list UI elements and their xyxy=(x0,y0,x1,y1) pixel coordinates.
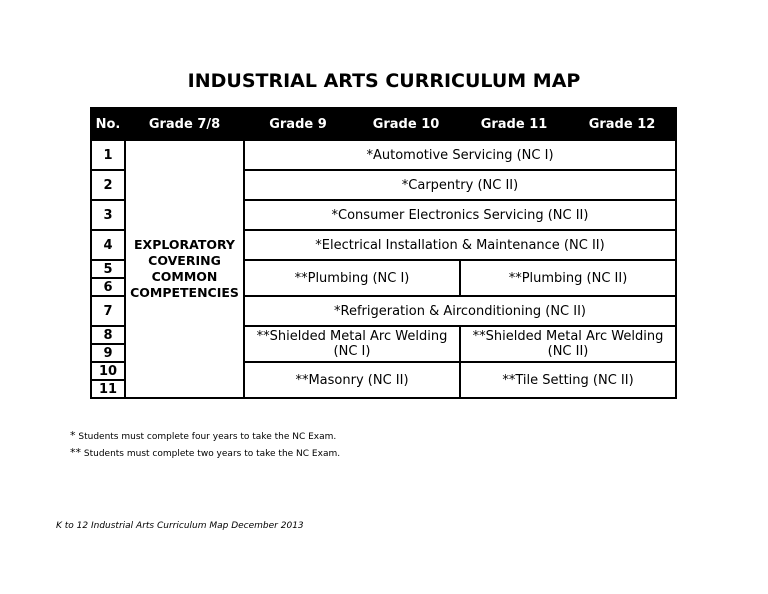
header-no: No. xyxy=(91,108,125,140)
header-row xyxy=(91,108,676,140)
row-number: 1 xyxy=(91,140,125,170)
course-cell: **Shielded Metal Arc Welding (NC II) xyxy=(460,326,676,362)
row-number: 10 xyxy=(91,362,125,380)
footnote-marker: ** xyxy=(70,446,81,459)
footnotes xyxy=(70,428,340,462)
document-footer: K to 12 Industrial Arts Curriculum Map December 2013 xyxy=(56,521,304,531)
curriculum-table xyxy=(90,107,677,399)
row-number: 6 xyxy=(91,278,125,296)
page-title: INDUSTRIAL ARTS CURRICULUM MAP xyxy=(187,70,581,92)
row-number: 4 xyxy=(91,230,125,260)
course-cell: **Plumbing (NC II) xyxy=(460,260,676,296)
row-number: 7 xyxy=(91,296,125,326)
course-cell: **Tile Setting (NC II) xyxy=(460,362,676,398)
exploratory-cell: EXPLORATORY COVERING COMMON COMPETENCIES xyxy=(125,140,244,398)
course-cell: *Automotive Servicing (NC I) xyxy=(244,140,676,170)
table-row xyxy=(91,140,676,170)
footnote-1 xyxy=(70,428,340,445)
row-number: 2 xyxy=(91,170,125,200)
header-grade-7-8: Grade 7/8 xyxy=(125,108,244,140)
course-cell: *Consumer Electronics Servicing (NC II) xyxy=(244,200,676,230)
row-number: 11 xyxy=(91,380,125,398)
footnote-marker: * xyxy=(70,429,76,442)
course-cell: **Plumbing (NC I) xyxy=(244,260,460,296)
course-cell: *Refrigeration & Airconditioning (NC II) xyxy=(244,296,676,326)
footnote-2 xyxy=(70,445,340,462)
row-number: 3 xyxy=(91,200,125,230)
course-cell: **Shielded Metal Arc Welding (NC I) xyxy=(244,326,460,362)
course-cell: *Electrical Installation & Maintenance (NC II) xyxy=(244,230,676,260)
row-number: 5 xyxy=(91,260,125,278)
row-number: 9 xyxy=(91,344,125,362)
header-grade-9: Grade 9 xyxy=(244,108,352,140)
header-grade-10: Grade 10 xyxy=(352,108,460,140)
header-grade-12: Grade 12 xyxy=(568,108,676,140)
footnote-text: Students must complete four years to take the NC Exam. xyxy=(78,432,337,442)
course-cell: **Masonry (NC II) xyxy=(244,362,460,398)
header-grade-11: Grade 11 xyxy=(460,108,568,140)
course-cell: *Carpentry (NC II) xyxy=(244,170,676,200)
row-number: 8 xyxy=(91,326,125,344)
footnote-text: Students must complete two years to take the NC Exam. xyxy=(83,449,341,459)
